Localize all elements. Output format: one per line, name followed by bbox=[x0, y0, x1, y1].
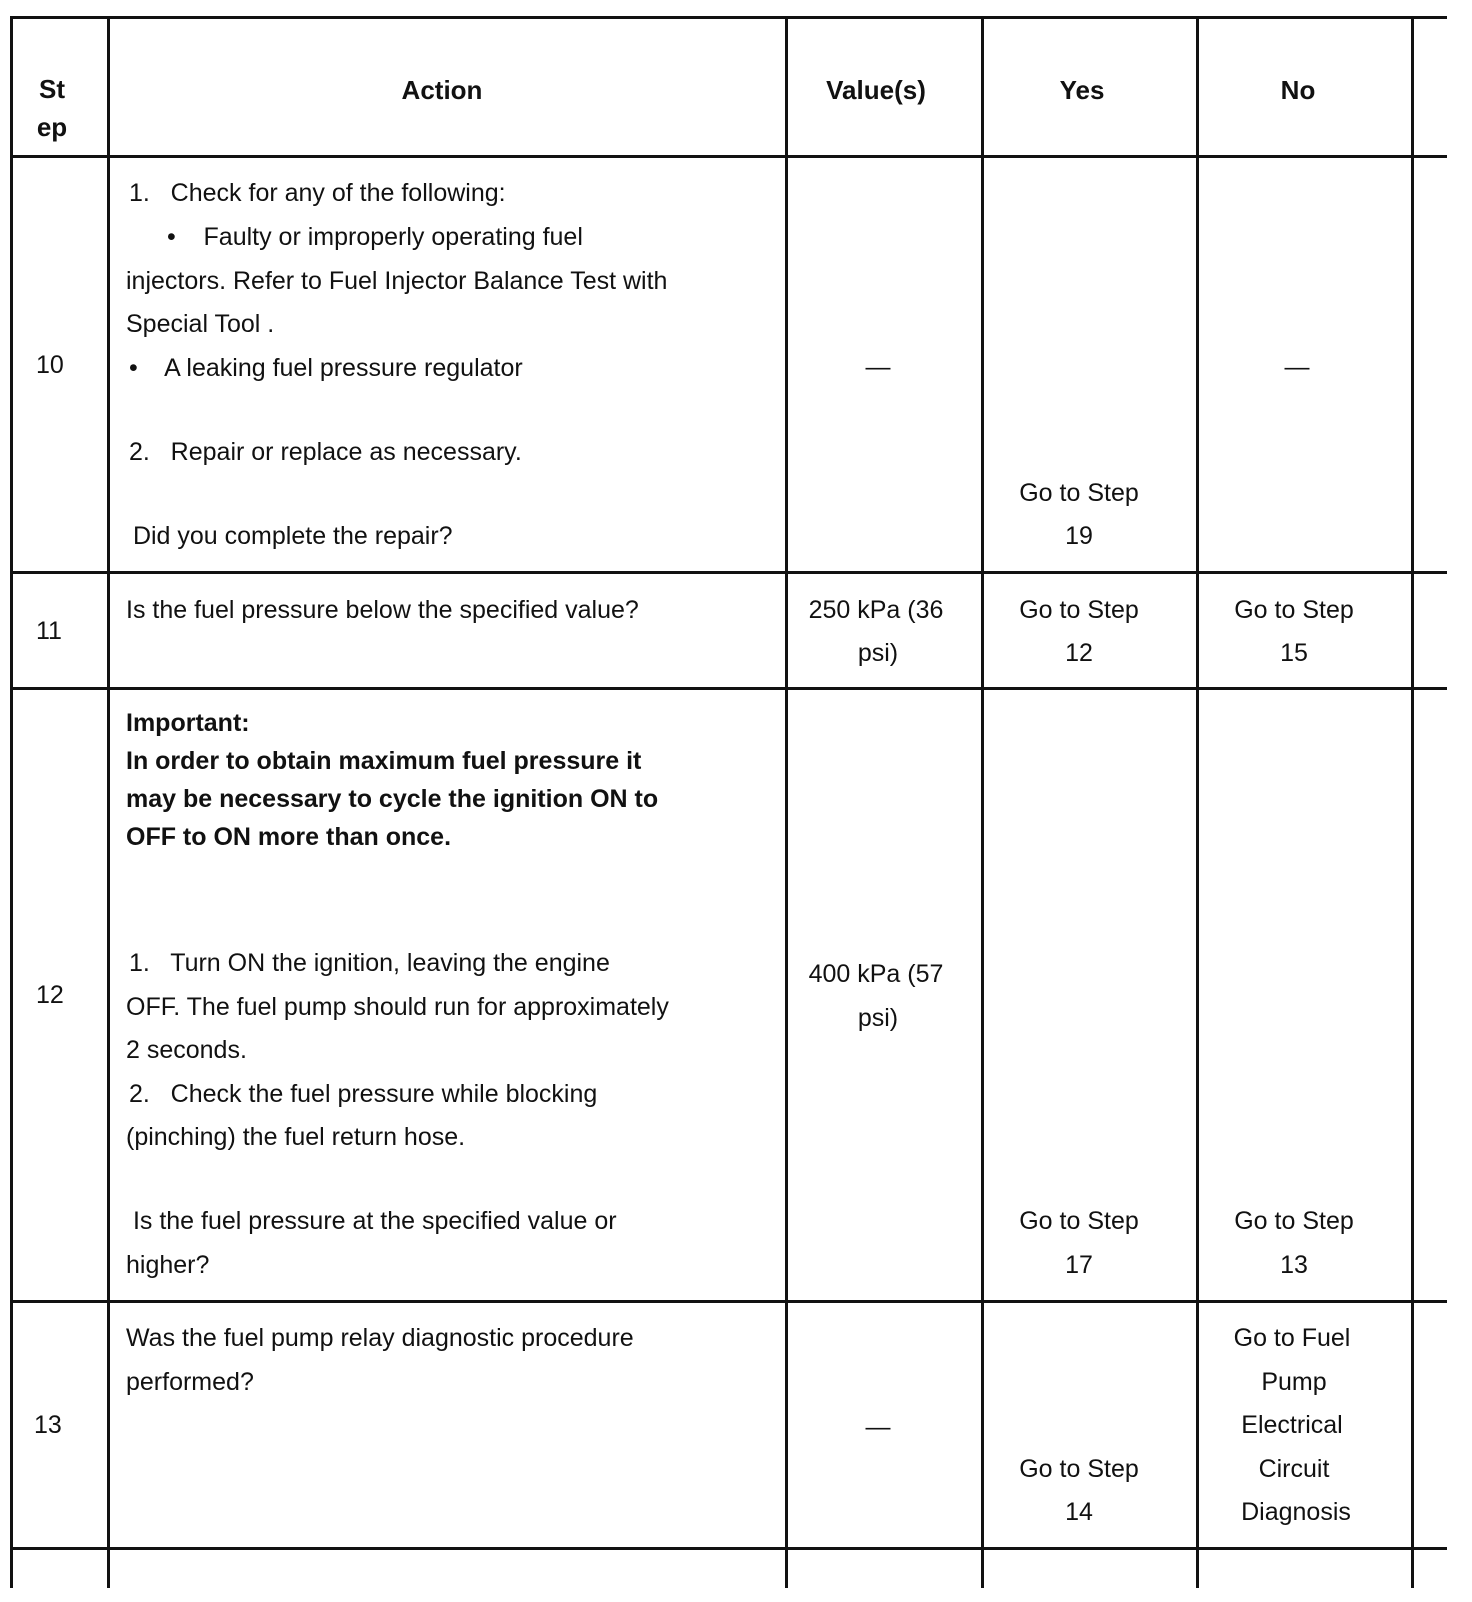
column-divider bbox=[1196, 16, 1199, 1588]
value-cell: — bbox=[865, 353, 891, 381]
yes-cell: 19 bbox=[1065, 522, 1093, 550]
yes-cell: 12 bbox=[1065, 639, 1093, 667]
action-question: Did you complete the repair? bbox=[126, 522, 453, 550]
yes-cell: 17 bbox=[1065, 1251, 1093, 1279]
value-cell: psi) bbox=[857, 1004, 899, 1032]
column-divider bbox=[981, 16, 984, 1588]
action-line: OFF. The fuel pump should run for approximately bbox=[126, 993, 669, 1021]
column-divider bbox=[107, 16, 110, 1588]
action-line: Special Tool . bbox=[126, 310, 275, 338]
yes-cell: Go to Step bbox=[1019, 1207, 1139, 1235]
no-cell: 13 bbox=[1280, 1251, 1308, 1279]
value-cell: psi) bbox=[857, 639, 899, 667]
action-line: performed? bbox=[126, 1368, 254, 1396]
row-divider bbox=[10, 155, 1447, 158]
action-line: • Faulty or improperly operating fuel bbox=[167, 223, 583, 251]
action-line: Was the fuel pump relay diagnostic procedure bbox=[126, 1324, 634, 1352]
no-cell: Diagnosis bbox=[1241, 1498, 1351, 1526]
no-cell: Circuit bbox=[1258, 1455, 1330, 1483]
no-cell: — bbox=[1284, 353, 1310, 381]
yes-cell: Go to Step bbox=[1019, 479, 1139, 507]
important-text: OFF to ON more than once. bbox=[126, 823, 452, 851]
header-step-line2: ep bbox=[36, 112, 68, 142]
action-line: 1. Turn ON the ignition, leaving the engine bbox=[129, 949, 610, 977]
no-cell: 15 bbox=[1280, 639, 1308, 667]
action-question: higher? bbox=[126, 1251, 210, 1279]
step-number: 11 bbox=[36, 617, 62, 645]
header-yes: Yes bbox=[1059, 75, 1105, 105]
table-border-bottom bbox=[10, 1547, 1447, 1550]
row-divider bbox=[10, 1300, 1447, 1303]
yes-cell: Go to Step bbox=[1019, 1455, 1139, 1483]
no-cell: Go to Step bbox=[1234, 1207, 1354, 1235]
action-line: 2. Repair or replace as necessary. bbox=[129, 438, 522, 466]
no-cell: Go to Step bbox=[1234, 596, 1354, 624]
value-cell: — bbox=[865, 1413, 891, 1441]
step-number: 13 bbox=[34, 1411, 62, 1439]
action-line: Is the fuel pressure below the specified value? bbox=[126, 596, 639, 624]
value-cell: 250 kPa (36 bbox=[808, 596, 944, 624]
action-line: (pinching) the fuel return hose. bbox=[126, 1123, 466, 1151]
no-cell: Pump bbox=[1261, 1368, 1327, 1396]
important-text: In order to obtain maximum fuel pressure it bbox=[126, 747, 642, 775]
table-border-left bbox=[10, 16, 13, 1588]
header-values: Value(s) bbox=[826, 75, 926, 105]
row-divider bbox=[10, 687, 1447, 690]
table-border-right bbox=[1411, 16, 1414, 1588]
row-divider bbox=[10, 571, 1447, 574]
action-line: 2 seconds. bbox=[126, 1036, 247, 1064]
action-line: 1. Check for any of the following: bbox=[129, 179, 506, 207]
action-question: Is the fuel pressure at the specified value or bbox=[126, 1207, 617, 1235]
header-no: No bbox=[1280, 75, 1316, 105]
yes-cell: Go to Step bbox=[1019, 596, 1139, 624]
action-line: 2. Check the fuel pressure while blocking bbox=[129, 1080, 598, 1108]
important-text: may be necessary to cycle the ignition ON to bbox=[126, 785, 659, 813]
step-number: 10 bbox=[36, 351, 64, 379]
action-line: • A leaking fuel pressure regulator bbox=[129, 354, 523, 382]
table-border-top bbox=[10, 16, 1447, 19]
step-number: 12 bbox=[36, 981, 64, 1009]
column-divider bbox=[785, 16, 788, 1588]
no-cell: Go to Fuel bbox=[1233, 1324, 1351, 1352]
action-line: injectors. Refer to Fuel Injector Balance Test with bbox=[126, 267, 668, 295]
important-label: Important: bbox=[126, 709, 250, 737]
yes-cell: 14 bbox=[1065, 1498, 1093, 1526]
header-step-line1: St bbox=[39, 74, 65, 104]
value-cell: 400 kPa (57 bbox=[808, 960, 944, 988]
no-cell: Electrical bbox=[1241, 1411, 1343, 1439]
header-action: Action bbox=[401, 75, 483, 105]
